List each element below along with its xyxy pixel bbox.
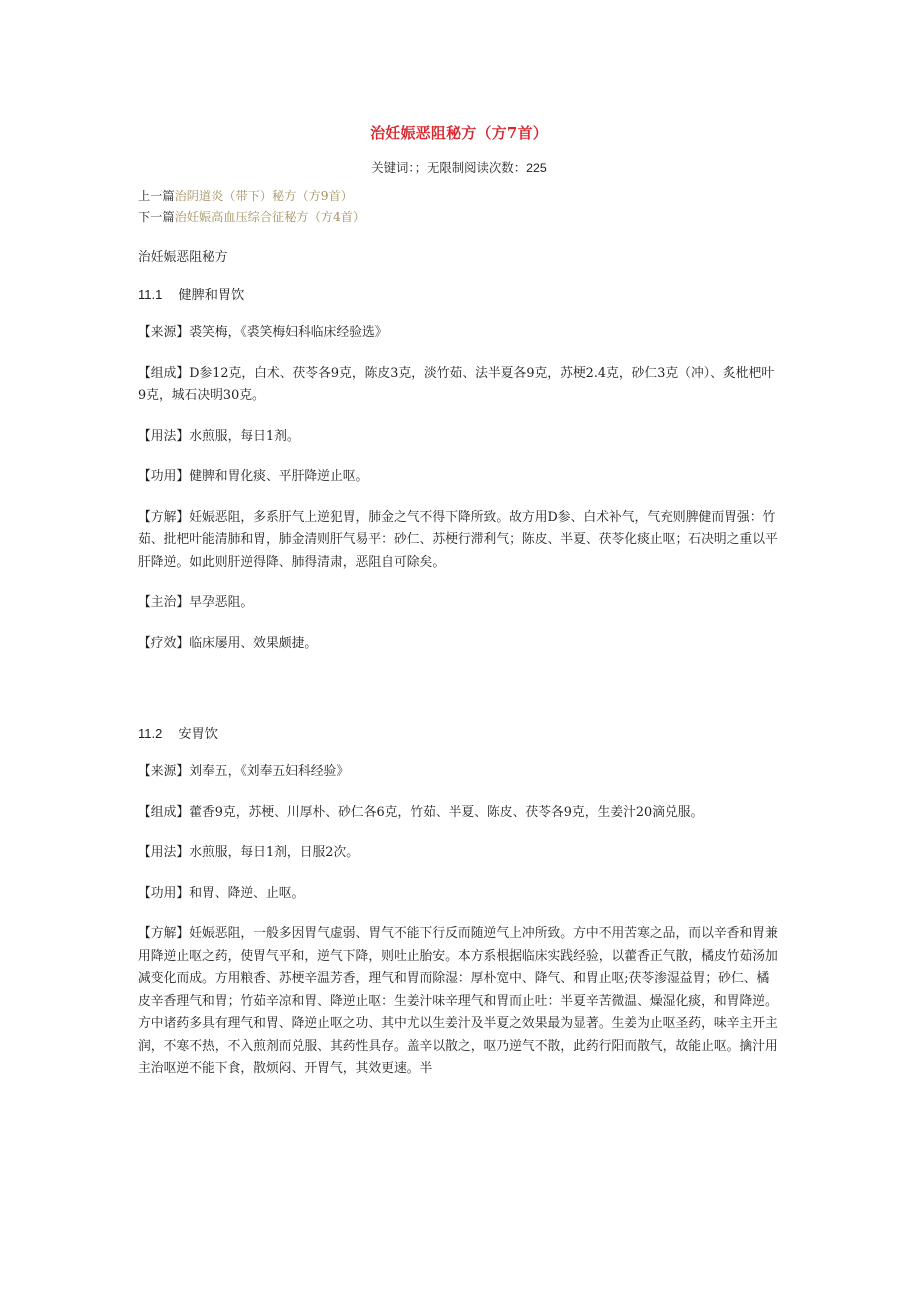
next-label: 下一篇 <box>138 209 175 224</box>
source-paragraph: 【来源】裘笑梅，《裘笑梅妇科临床经验选》 <box>138 325 388 341</box>
source-paragraph: 【来源】刘奉五，《刘奉五妇科经验》 <box>138 764 350 780</box>
previous-article-row <box>138 186 780 207</box>
page-title: 治妊娠恶阻秘方（方7首） <box>370 124 548 142</box>
function-paragraph: 【功用】和胃、降逆、止呕。 <box>138 885 305 901</box>
composition-paragraph: 【组成】D参12克，白术、茯苓各9克，陈皮3克，淡竹茹、法半夏各9克，苏梗2.4克，砂仁3克（冲）、炙枇杷叶9克，城石决明30克。 <box>138 365 775 404</box>
article-navigation <box>138 186 780 228</box>
effect-paragraph: 【疗效】临床屡用、效果颇捷。 <box>138 635 318 651</box>
previous-article-link[interactable]: 治阴道炎（带下）秘方（方9首） <box>174 188 353 203</box>
usage-paragraph: 【用法】水煎服，每日1剂。 <box>138 428 300 444</box>
section-name: 健脾和胃饮 <box>178 288 245 304</box>
read-count: 225 <box>526 161 547 175</box>
usage-paragraph: 【用法】水煎服，每日1剂，日服2次。 <box>138 845 360 861</box>
article-meta <box>138 161 780 176</box>
explanation-paragraph: 【方解】妊娠恶阻，多系肝气上逆犯胃，肺金之气不得下降所致。故方用D参、白术补气，气充则脾健而胃强：竹茹、批杷叶能清肺和胃，肺金清则肝气易平：砂仁、苏梗行滞利气；陈皮、半夏、茯苓化痰止呕；石决明之重以平肝降逆。如此则肝逆得降、肺得清肃，恶阻自可除矣。 <box>138 509 778 570</box>
explanation-paragraph: 【方解】妊娠恶阻，一般多因胃气虚弱、胃气不能下行反而随逆气上冲所致。方中不用苦寒之品，而以辛香和胃兼用降逆止呕之药，使胃气平和，逆气下降，则吐止胎安。本方系根据临床实践经验，以藿香正气散，橘皮竹茹汤加减变化而成。方用粮香、苏梗辛温芳香，理气和胃而除湿：厚朴宽中、降气、和胃止呕;茯苓渗湿益胃；砂仁、橘皮辛香理气和胃；竹茹辛凉和胃、降逆止呕：生姜汁味辛理气和胃而止吐：半夏辛苦微温、燥湿化痰，和胃降逆。方中诸药多具有理气和胃、降逆止呕之功、其中尤以生姜汁及半夏之效果最为显著。生姜为止呕圣药，味辛主开主润，不寒不热，不入煎剂而兑服、其药性具存。盖辛以散之，呕乃逆气不散，此药行阳而散气，故能止呕。擒汁用主治呕逆不能下食，散烦闷、开胃气，其效更速。半 <box>138 926 778 1077</box>
section-name: 安胃饮 <box>178 727 218 743</box>
previous-label: 上一篇 <box>138 188 175 203</box>
section-number: 11.1 <box>138 287 163 303</box>
section-heading-11-1 <box>138 287 780 304</box>
indication-paragraph: 【主治】早孕恶阻。 <box>138 595 254 611</box>
section-number: 11.2 <box>138 726 163 742</box>
composition-paragraph: 【组成】藿香9克，苏梗、川厚朴、砂仁各6克，竹茹、半夏、陈皮、茯苓各9克，生姜汁20滴兑服。 <box>138 804 704 820</box>
function-paragraph: 【功用】健脾和胃化痰、平肝降逆止呕。 <box>138 469 369 485</box>
meta-prefix: 关键词：；无限制阅读次数： <box>371 160 527 175</box>
section-heading-11-2 <box>138 726 780 743</box>
article-content <box>138 247 780 1081</box>
next-article-row <box>138 207 780 228</box>
intro-text: 治妊娠恶阻秘方 <box>138 249 228 265</box>
next-article-link[interactable]: 治妊娠高血压综合征秘方（方4首） <box>174 209 366 224</box>
